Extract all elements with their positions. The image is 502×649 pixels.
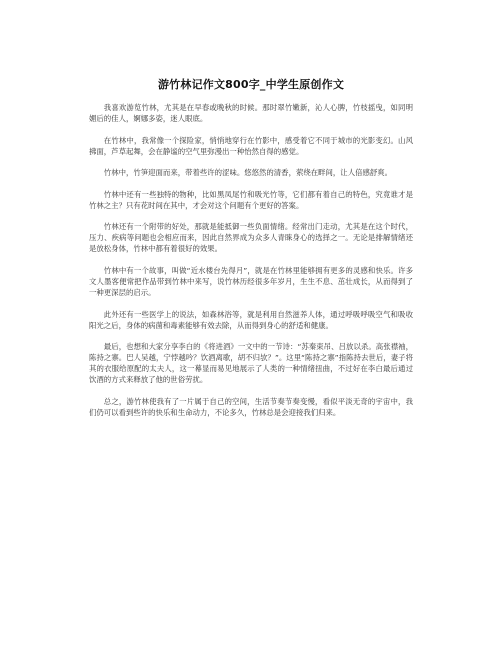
- paragraph-5: 竹林还有一个附带的好处，那就是能抵御一些负面情绪。经常出门走动，尤其是在这个时代，压力、疾病等问题也会相应而来，因此自然界成为众多人青睐身心的选择之一。无论是排解情绪还是放松身体，竹林中都有着很好的效果。: [89, 222, 413, 254]
- document-title: 游竹林记作文800字_中学生原创作文: [157, 78, 345, 91]
- paragraph-7: 此外还有一些医学上的说法，如森林浴等，就是利用自然滋养人体，通过呼吸呼吸空气和吸收阳光之后，身体的病菌和毒素能够有效去除，从而得到身心的舒适和健康。: [89, 309, 413, 330]
- paragraph-6: 竹林中有一个故事，叫做“近水楼台先得月”，就是在竹林里能够拥有更多的灵感和快乐。许多文人墨客便常把作品带到竹林中来写，说竹林历经很多年岁月，生生不息、茁壮成长，从而得到了一种更深层的启示。: [89, 265, 413, 297]
- paragraph-1: 我喜欢游览竹林，尤其是在早春或晚秋的时候。那时翠竹嫩新，沁人心脾，竹枝摇曳，如同明媚后的佳人，婀娜多姿，迷人眼底。: [89, 103, 413, 123]
- paragraph-8: 最后，也想和大家分享李白的《将进酒》一文中的一节诗：“苏秦束吊、吕放以杀。高张襟袖，陈持之寨。巴人吴越，宁悖越吟？饮酒离歌，胡不归欤？”。这里“陈持之寨”指陈持去世后，妻子将其的衣服给原配的太夫人，这一幕显而易见地展示了人类的一种情绪扭曲，不过好在李白最后通过饮酒的方式来释放了他的世俗劳扰。: [89, 342, 413, 385]
- document-body: [89, 102, 413, 428]
- paragraph-2: 在竹林中，我常像一个探险家，悄悄地穿行在竹影中，感受着它不同于城市的光影变幻。山风拂面，芦草起舞，会在静谧的空气里弥漫出一种怡然自得的感觉。: [89, 135, 413, 156]
- paragraph-3: 竹林中，竹笋迎面而来，带着些许的涩味。悠悠然的清香，萦绕在畔间，让人倍感舒爽。: [103, 168, 393, 178]
- paragraph-9: 总之，游竹林使我有了一片属于自己的空间，生活节奏节奏变慢，看似平淡无奇的宇宙中，我们仍可以看到些许的快乐和生命动力，不论多久，竹林总是会迎接我们归来。: [89, 396, 413, 417]
- paragraph-4: 竹林中还有一些独特的物种，比如黑凤尾竹和吸光竹等，它们都有着自己的特色，究竟谁才是竹林之主？只有花时间在其中，才会对这个问题有个更好的答案。: [89, 189, 413, 210]
